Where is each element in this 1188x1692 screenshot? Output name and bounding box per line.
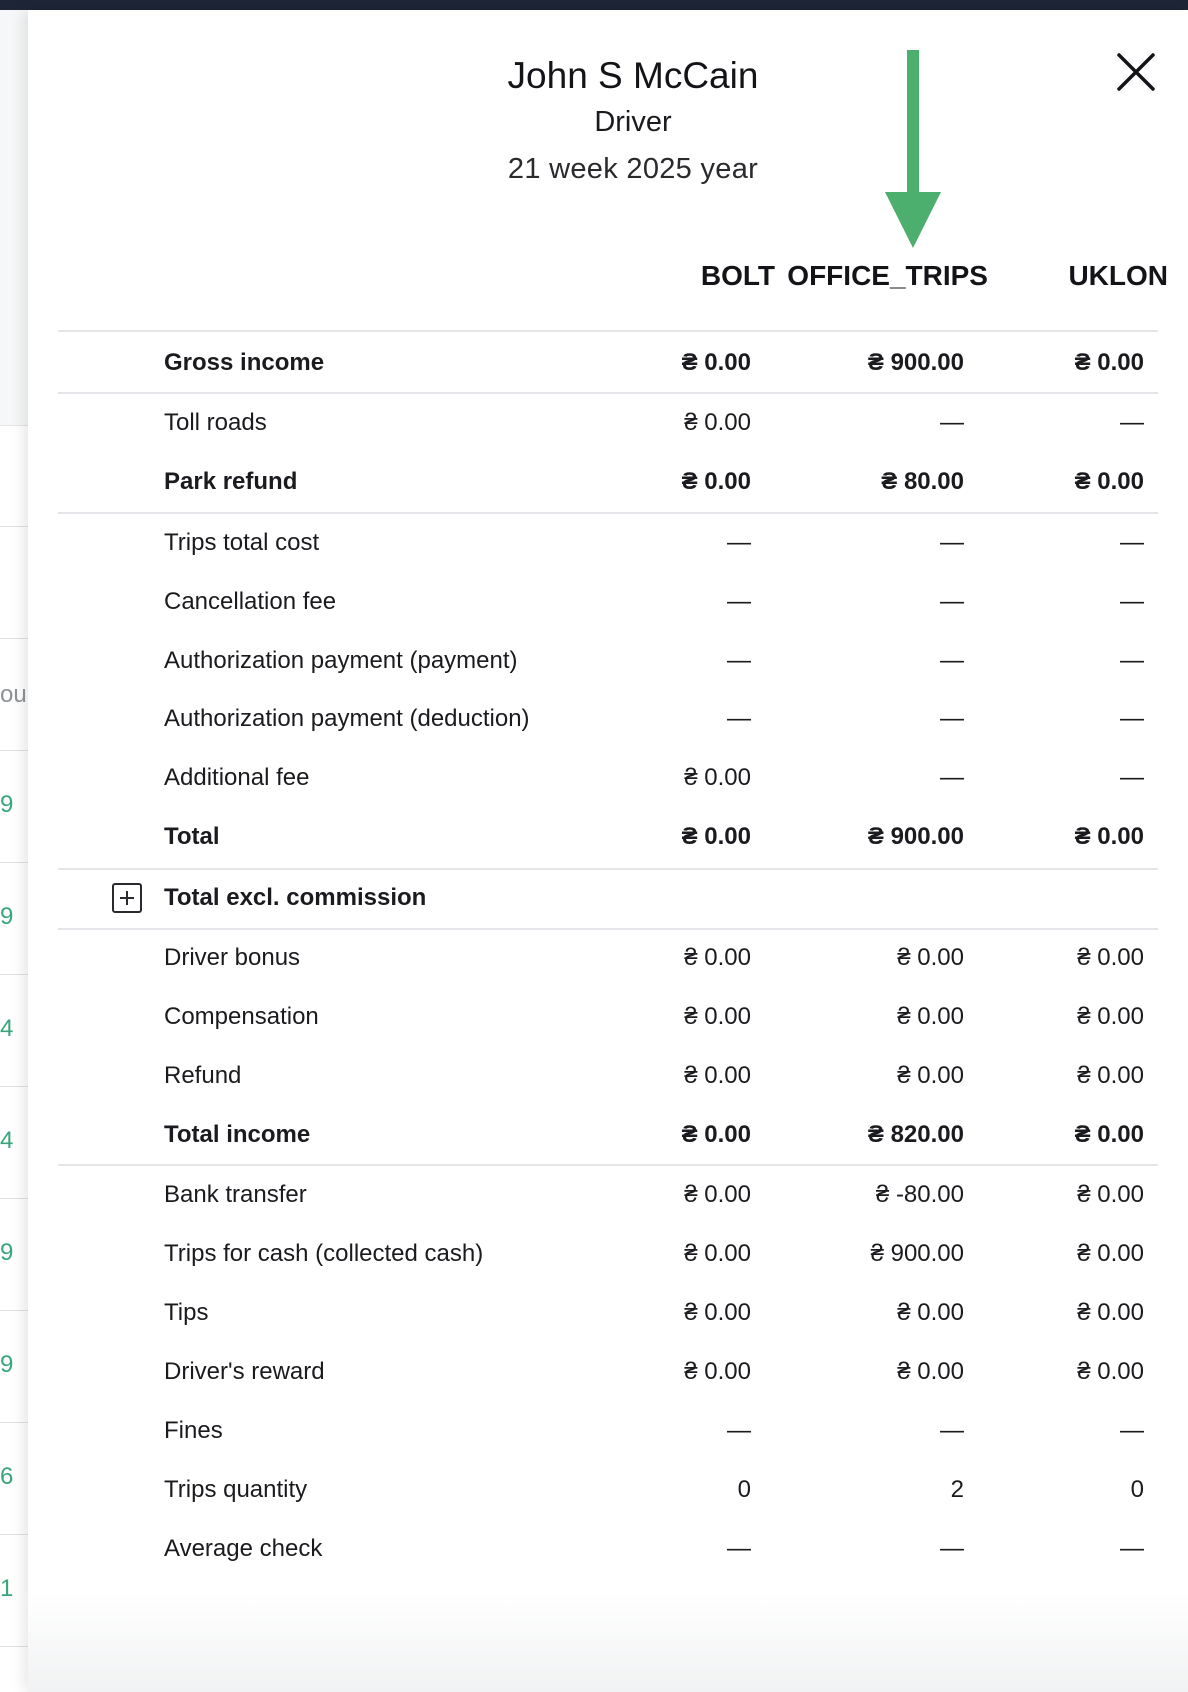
cell-uklon: ₴ 0.00 bbox=[1077, 1062, 1144, 1089]
table-row bbox=[58, 1048, 1158, 1104]
cell-uklon: ₴ 0.00 bbox=[1074, 468, 1144, 495]
expand-plus-icon[interactable] bbox=[112, 883, 142, 913]
background-row-number: 9 bbox=[0, 791, 14, 818]
cell-office: ₴ 0.00 bbox=[897, 1299, 964, 1326]
driver-role: Driver bbox=[594, 106, 672, 138]
table-row bbox=[58, 1107, 1158, 1163]
cell-bolt: ₴ 0.00 bbox=[684, 764, 751, 791]
row-label: Trips quantity bbox=[164, 1476, 308, 1503]
row-divider bbox=[58, 512, 1158, 514]
cell-uklon: ₴ 0.00 bbox=[1077, 1240, 1144, 1267]
cell-bolt: ₴ 0.00 bbox=[681, 1121, 751, 1148]
row-divider bbox=[58, 392, 1158, 394]
close-icon bbox=[1111, 47, 1161, 97]
cell-office: — bbox=[940, 705, 964, 732]
table-row bbox=[58, 1462, 1158, 1518]
row-label: Total bbox=[164, 823, 220, 850]
row-label: Driver bonus bbox=[164, 944, 301, 971]
cell-bolt: — bbox=[727, 705, 751, 732]
background-row-number: 1 bbox=[0, 1575, 14, 1602]
row-label: Refund bbox=[164, 1062, 242, 1089]
cell-uklon: ₴ 0.00 bbox=[1077, 1181, 1144, 1208]
cell-uklon: — bbox=[1120, 647, 1144, 674]
cell-bolt: — bbox=[727, 1535, 751, 1562]
driver-report-modal bbox=[28, 10, 1188, 1692]
cell-office: ₴ 80.00 bbox=[881, 468, 964, 495]
cell-office: ₴ 0.00 bbox=[897, 1062, 964, 1089]
table-row bbox=[58, 1167, 1158, 1223]
background-row-number: 6 bbox=[0, 1463, 14, 1490]
row-label: Driver's reward bbox=[164, 1358, 325, 1385]
row-label: Trips for cash (collected cash) bbox=[164, 1240, 484, 1267]
table-row bbox=[58, 989, 1158, 1045]
cell-office: — bbox=[940, 409, 964, 436]
background-row[interactable] bbox=[0, 751, 28, 863]
modal-bottom-shade bbox=[28, 1592, 1188, 1692]
background-row[interactable] bbox=[0, 1087, 28, 1199]
row-label: Authorization payment (deduction) bbox=[164, 705, 530, 732]
background-row-number: 4 bbox=[0, 1127, 14, 1154]
background-row[interactable] bbox=[0, 863, 28, 975]
table-row bbox=[58, 633, 1158, 689]
cell-uklon: — bbox=[1120, 1417, 1144, 1444]
cell-uklon: — bbox=[1120, 764, 1144, 791]
cell-uklon: ₴ 0.00 bbox=[1074, 1121, 1144, 1148]
background-row-number: 9 bbox=[0, 1239, 14, 1266]
cell-office: ₴ 900.00 bbox=[870, 1240, 964, 1267]
cell-office: — bbox=[940, 764, 964, 791]
cell-office: — bbox=[940, 1417, 964, 1444]
row-label: Total income bbox=[164, 1121, 311, 1148]
row-label: Additional fee bbox=[164, 764, 310, 791]
cell-bolt: 0 bbox=[737, 1476, 751, 1503]
row-label: Toll roads bbox=[164, 409, 267, 436]
row-label: Total excl. commission bbox=[164, 884, 427, 911]
table-row bbox=[58, 1344, 1158, 1400]
cell-bolt: ₴ 0.00 bbox=[684, 1240, 751, 1267]
table-row bbox=[58, 930, 1158, 986]
cell-office: ₴ 0.00 bbox=[897, 1003, 964, 1030]
table-row bbox=[58, 691, 1158, 747]
table-row bbox=[58, 1285, 1158, 1341]
row-label: Tips bbox=[164, 1299, 209, 1326]
down-arrow-icon bbox=[883, 40, 943, 250]
cell-uklon: ₴ 0.00 bbox=[1074, 349, 1144, 376]
cell-bolt: ₴ 0.00 bbox=[681, 468, 751, 495]
table-row bbox=[58, 809, 1158, 865]
cell-uklon: — bbox=[1120, 705, 1144, 732]
table-row bbox=[58, 395, 1158, 451]
background-row[interactable] bbox=[0, 1423, 28, 1535]
cell-bolt: — bbox=[727, 1417, 751, 1444]
table-row bbox=[58, 750, 1158, 806]
cell-bolt: ₴ 0.00 bbox=[684, 1358, 751, 1385]
background-row[interactable] bbox=[0, 975, 28, 1087]
background-row[interactable] bbox=[0, 1311, 28, 1423]
table-row bbox=[58, 454, 1158, 510]
background-row-number: 9 bbox=[0, 903, 14, 930]
cell-bolt: ₴ 0.00 bbox=[684, 1299, 751, 1326]
cell-uklon: — bbox=[1120, 529, 1144, 556]
cell-uklon: — bbox=[1120, 588, 1144, 615]
row-label: Bank transfer bbox=[164, 1181, 307, 1208]
cell-office: ₴ 0.00 bbox=[897, 1358, 964, 1385]
cell-bolt: ₴ 0.00 bbox=[684, 409, 751, 436]
cell-uklon: — bbox=[1120, 409, 1144, 436]
background-row[interactable] bbox=[0, 1199, 28, 1311]
cell-office: ₴ 900.00 bbox=[867, 349, 964, 376]
cell-office: ₴ -80.00 bbox=[875, 1181, 964, 1208]
cell-bolt: — bbox=[727, 647, 751, 674]
cell-office: ₴ 820.00 bbox=[867, 1121, 964, 1148]
cell-bolt: ₴ 0.00 bbox=[681, 823, 751, 850]
close-button[interactable] bbox=[1111, 47, 1161, 97]
background-row[interactable] bbox=[0, 1535, 28, 1647]
top-navigation-bar bbox=[0, 0, 1188, 10]
cell-uklon: ₴ 0.00 bbox=[1077, 1003, 1144, 1030]
row-label: Authorization payment (payment) bbox=[164, 647, 518, 674]
cell-bolt: ₴ 0.00 bbox=[684, 1003, 751, 1030]
cell-office: — bbox=[940, 588, 964, 615]
cell-bolt: ₴ 0.00 bbox=[681, 349, 751, 376]
cell-office: — bbox=[940, 529, 964, 556]
cell-uklon: ₴ 0.00 bbox=[1077, 1299, 1144, 1326]
table-row-expandable[interactable] bbox=[58, 870, 1158, 926]
row-label: Park refund bbox=[164, 468, 298, 495]
background-row-number: 4 bbox=[0, 1015, 14, 1042]
column-header-bolt: BOLT bbox=[700, 260, 775, 291]
cell-bolt: ₴ 0.00 bbox=[684, 944, 751, 971]
cell-uklon: ₴ 0.00 bbox=[1077, 1358, 1144, 1385]
row-label: Gross income bbox=[164, 349, 325, 376]
column-header-office-trips: OFFICE_TRIPS bbox=[787, 260, 988, 291]
table-row bbox=[58, 1521, 1158, 1577]
row-label: Trips total cost bbox=[164, 529, 320, 556]
row-divider bbox=[58, 330, 1158, 332]
table-row bbox=[58, 335, 1158, 391]
cell-uklon: ₴ 0.00 bbox=[1077, 944, 1144, 971]
cell-office: — bbox=[940, 647, 964, 674]
row-label: Fines bbox=[164, 1417, 223, 1444]
cell-uklon: — bbox=[1120, 1535, 1144, 1562]
cell-office: ₴ 0.00 bbox=[897, 944, 964, 971]
driver-name: John S McCain bbox=[507, 55, 759, 96]
column-header-uklon: UKLON bbox=[1068, 260, 1168, 291]
table-row bbox=[58, 1403, 1158, 1459]
row-label: Compensation bbox=[164, 1003, 319, 1030]
cell-uklon: 0 bbox=[1130, 1476, 1144, 1503]
row-divider bbox=[58, 1164, 1158, 1166]
row-label: Average check bbox=[164, 1535, 323, 1562]
table-row bbox=[58, 515, 1158, 571]
cell-office: ₴ 900.00 bbox=[867, 823, 964, 850]
background-text-fragment: ou bbox=[0, 681, 27, 708]
cell-office: — bbox=[940, 1535, 964, 1562]
cell-bolt: — bbox=[727, 588, 751, 615]
report-period: 21 week 2025 year bbox=[507, 153, 759, 185]
table-row bbox=[58, 574, 1158, 630]
background-row-number: 9 bbox=[0, 1351, 14, 1378]
table-row bbox=[58, 1226, 1158, 1282]
cell-bolt: — bbox=[727, 529, 751, 556]
background-row bbox=[0, 527, 28, 639]
cell-uklon: ₴ 0.00 bbox=[1074, 823, 1144, 850]
row-label: Cancellation fee bbox=[164, 588, 337, 615]
cell-office: 2 bbox=[950, 1476, 964, 1503]
cell-bolt: ₴ 0.00 bbox=[684, 1181, 751, 1208]
background-row bbox=[0, 425, 28, 527]
cell-bolt: ₴ 0.00 bbox=[684, 1062, 751, 1089]
